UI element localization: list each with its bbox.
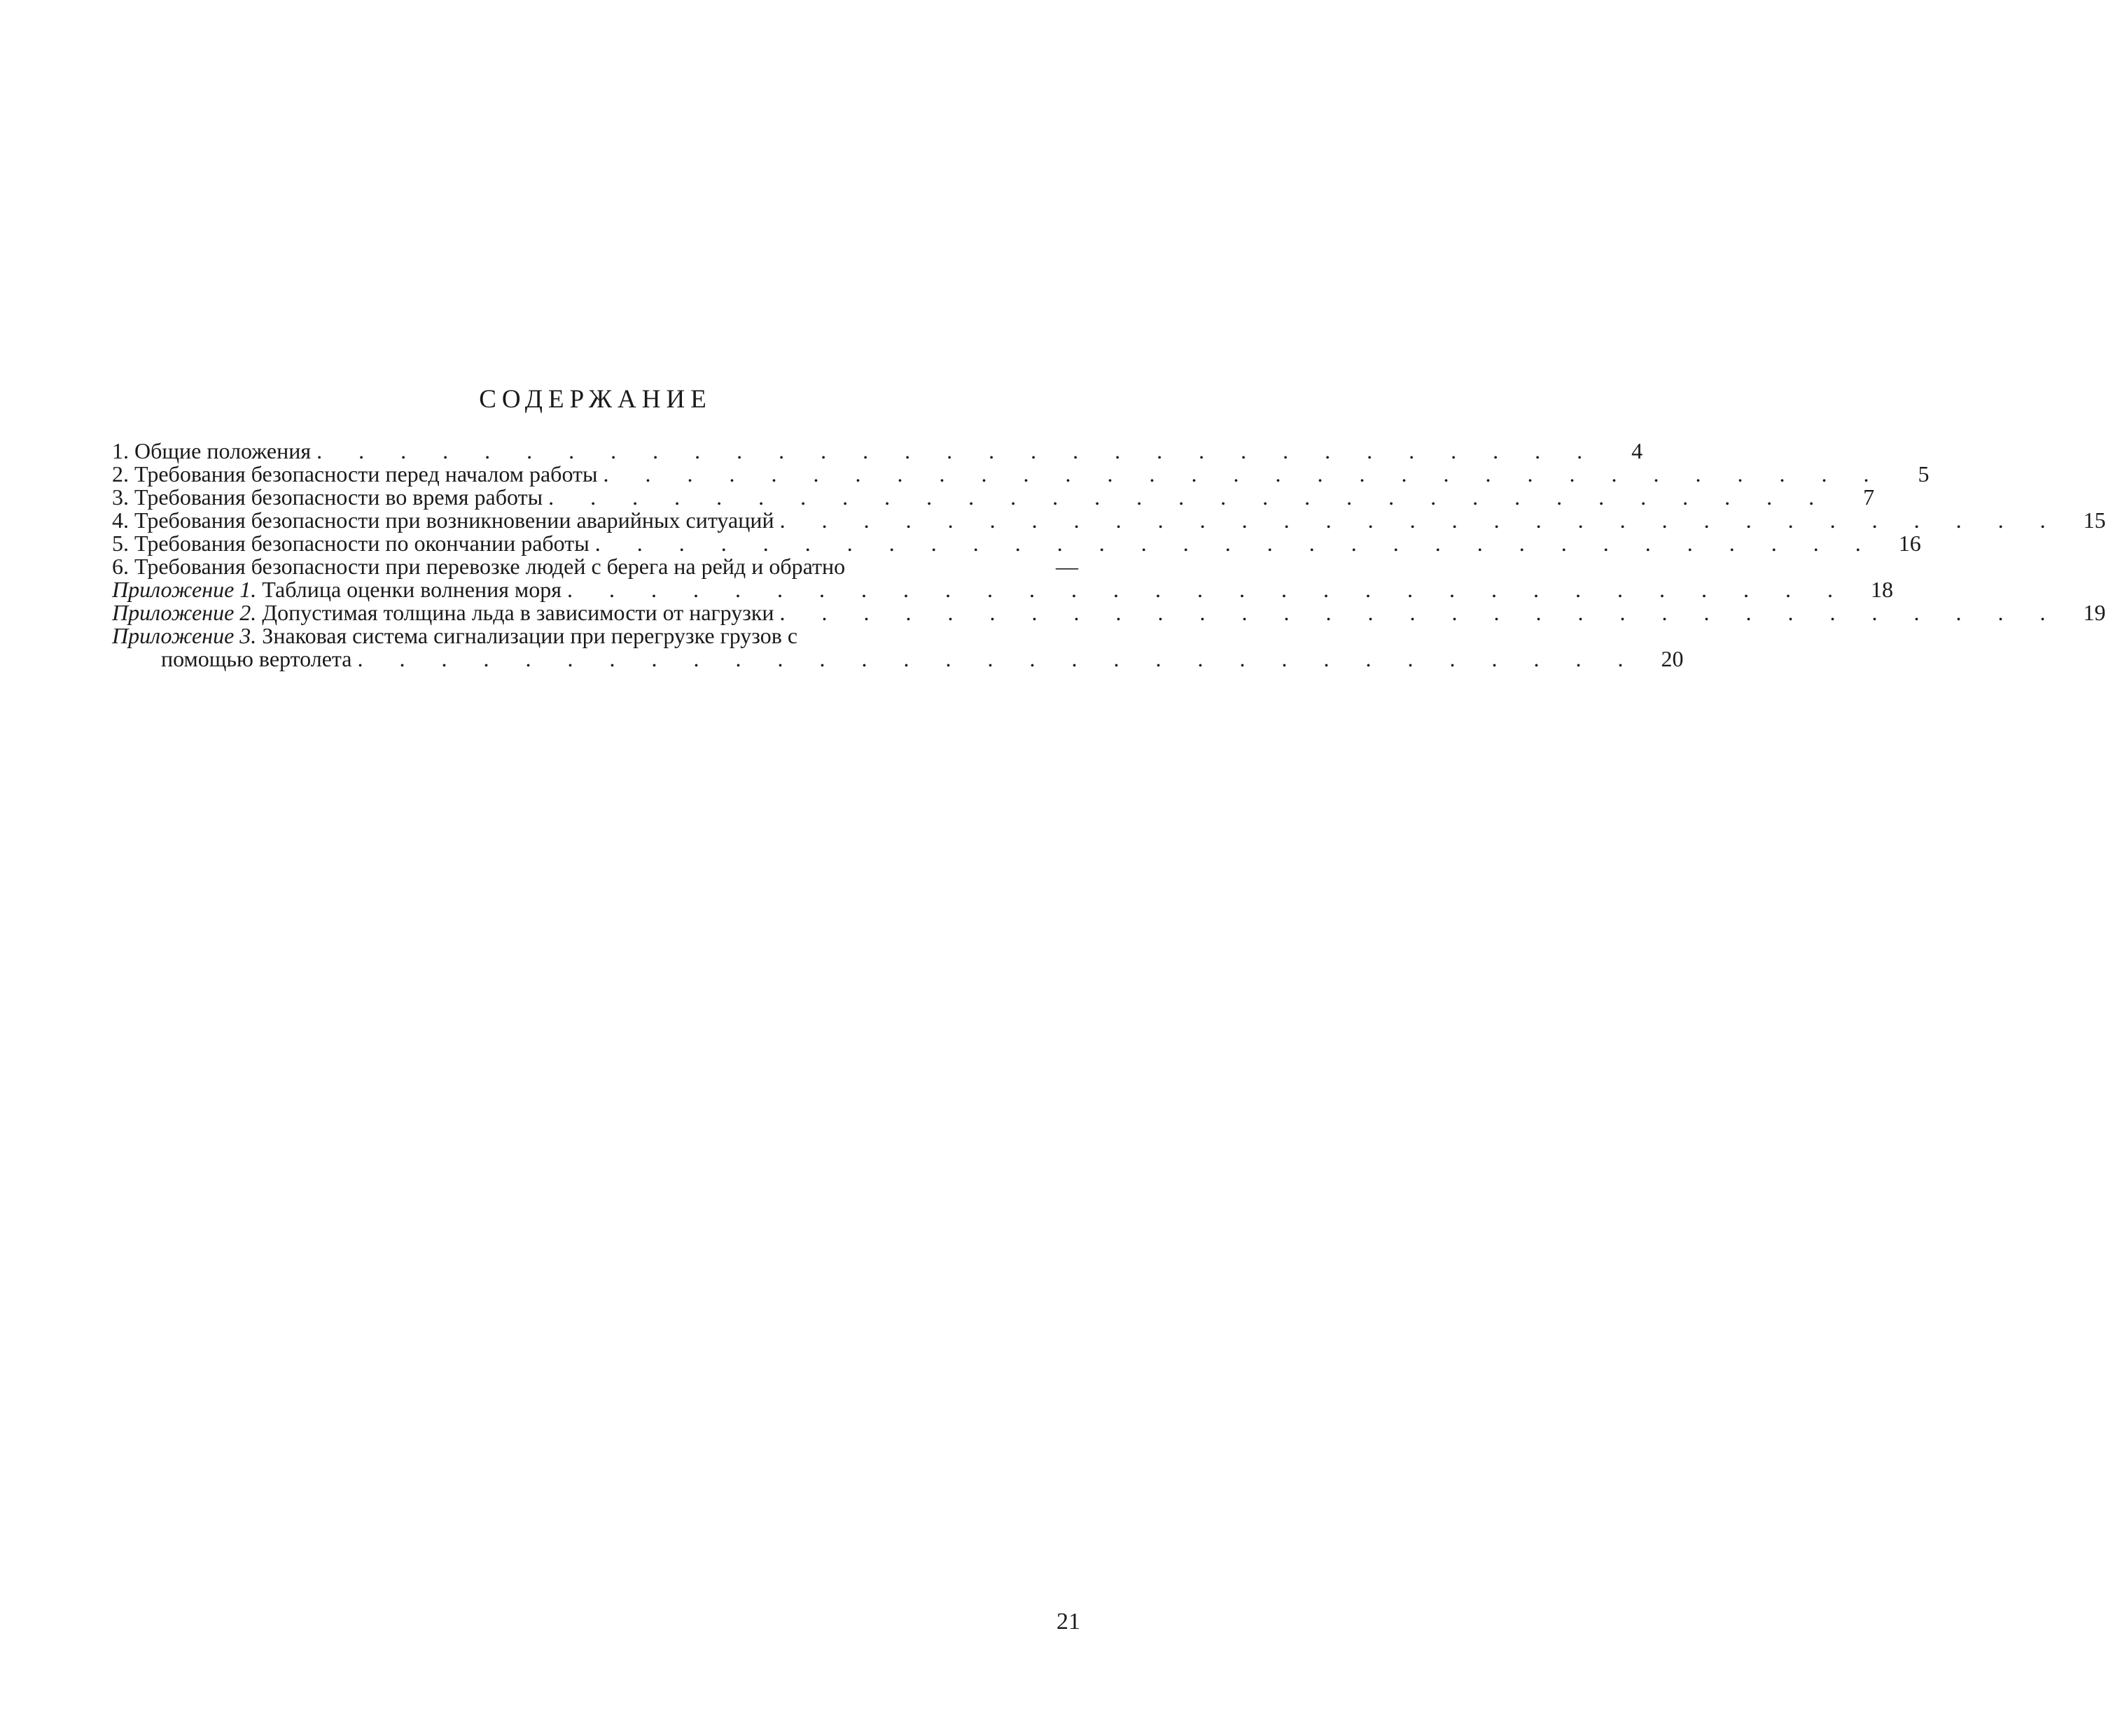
toc-entry xyxy=(112,507,2106,533)
toc-entry-page: 4 xyxy=(1631,438,1643,463)
toc-leader-dots: . . . . . . . . . . . . . . . . . . . . . . . . . . . . . . . xyxy=(603,461,1885,486)
toc-entry-label-wrap xyxy=(112,601,780,624)
toc-entry-label: Таблица оценки волнения моря xyxy=(262,577,562,602)
toc-leader-dots: . . . . . . . . . . . . . . . . . . . . . . . . . . . . . . . xyxy=(566,577,1848,602)
toc-title: СОДЕРЖАНИЕ xyxy=(479,385,712,414)
toc-entry-label: 3. Требования безопасности во время работы xyxy=(112,484,543,510)
toc-entry-page: 19 xyxy=(2083,600,2106,625)
toc-entry xyxy=(112,531,1921,556)
toc-entry xyxy=(112,600,2106,625)
toc-entry-page: — xyxy=(1056,554,1078,579)
toc-entry xyxy=(112,438,1643,463)
toc-entry xyxy=(112,624,1078,648)
toc-entry-page: 5 xyxy=(1918,461,1930,486)
toc-entry-page: 15 xyxy=(2083,507,2106,533)
toc-entry-page: 18 xyxy=(1870,577,1893,602)
toc-entry xyxy=(112,484,1875,510)
toc-entry-label-wrap xyxy=(112,578,567,601)
toc-entry-label: Знаковая система сигнализации при перегрузке грузов с xyxy=(262,623,798,648)
toc-entry-label: 5. Требования безопасности по окончании работы xyxy=(112,531,590,556)
toc-entry-label: помощью вертолета xyxy=(161,646,352,671)
toc-entry-page: 7 xyxy=(1863,484,1875,510)
appendix-prefix: Приложение 2. xyxy=(112,600,257,625)
toc-entry-label: 4. Требования безопасности при возникновении аварийных ситуаций xyxy=(112,507,774,533)
appendix-prefix: Приложение 1. xyxy=(112,577,257,602)
toc-leader-dots: . . . . . . . . . . . . . . . . . . . . . . . . . . . . . . . xyxy=(548,484,1830,510)
toc-entry-page: 20 xyxy=(1661,646,1684,671)
toc-entry-label: 2. Требования безопасности перед началом работы xyxy=(112,461,598,486)
toc-entry xyxy=(112,461,1930,486)
toc-entry-label: 1. Общие положения xyxy=(112,438,312,463)
appendix-prefix: Приложение 3. xyxy=(112,623,257,648)
toc-entry-label: 6. Требования безопасности при перевозке людей с берега на рейд и обратно xyxy=(112,554,846,579)
toc-entry-label: Допустимая толщина льда в зависимости от нагрузки xyxy=(262,600,774,625)
toc-leader-dots: . . . . . . . . . . . . . . . . . . . . . . . . . . . . . . . xyxy=(316,438,1598,463)
toc-leader-dots: . . . . . . . . . . . . . . . . . . . . . . . . . . . . . . . xyxy=(357,646,1639,671)
toc-entry xyxy=(112,577,1893,602)
toc-leader-dots: . . . . . . . . . . . . . . . . . . . . . . . . . . . . . . . xyxy=(594,531,1876,556)
toc-entry-page: 16 xyxy=(1898,531,1921,556)
toc-entry-label-wrap xyxy=(112,624,803,648)
toc-leader-dots: . . . . . . . . . . . . . . . . . . . . . . . . . . . . . . . xyxy=(779,600,2061,625)
table-of-contents xyxy=(112,438,2106,671)
page-number: 21 xyxy=(1057,1609,1080,1634)
toc-leader-dots: . . . . . . . . . . . . . . . . . . . . . . . . . . . . . . . xyxy=(779,507,2061,533)
toc-entry xyxy=(112,555,1078,578)
toc-entry-continuation xyxy=(112,646,1684,671)
